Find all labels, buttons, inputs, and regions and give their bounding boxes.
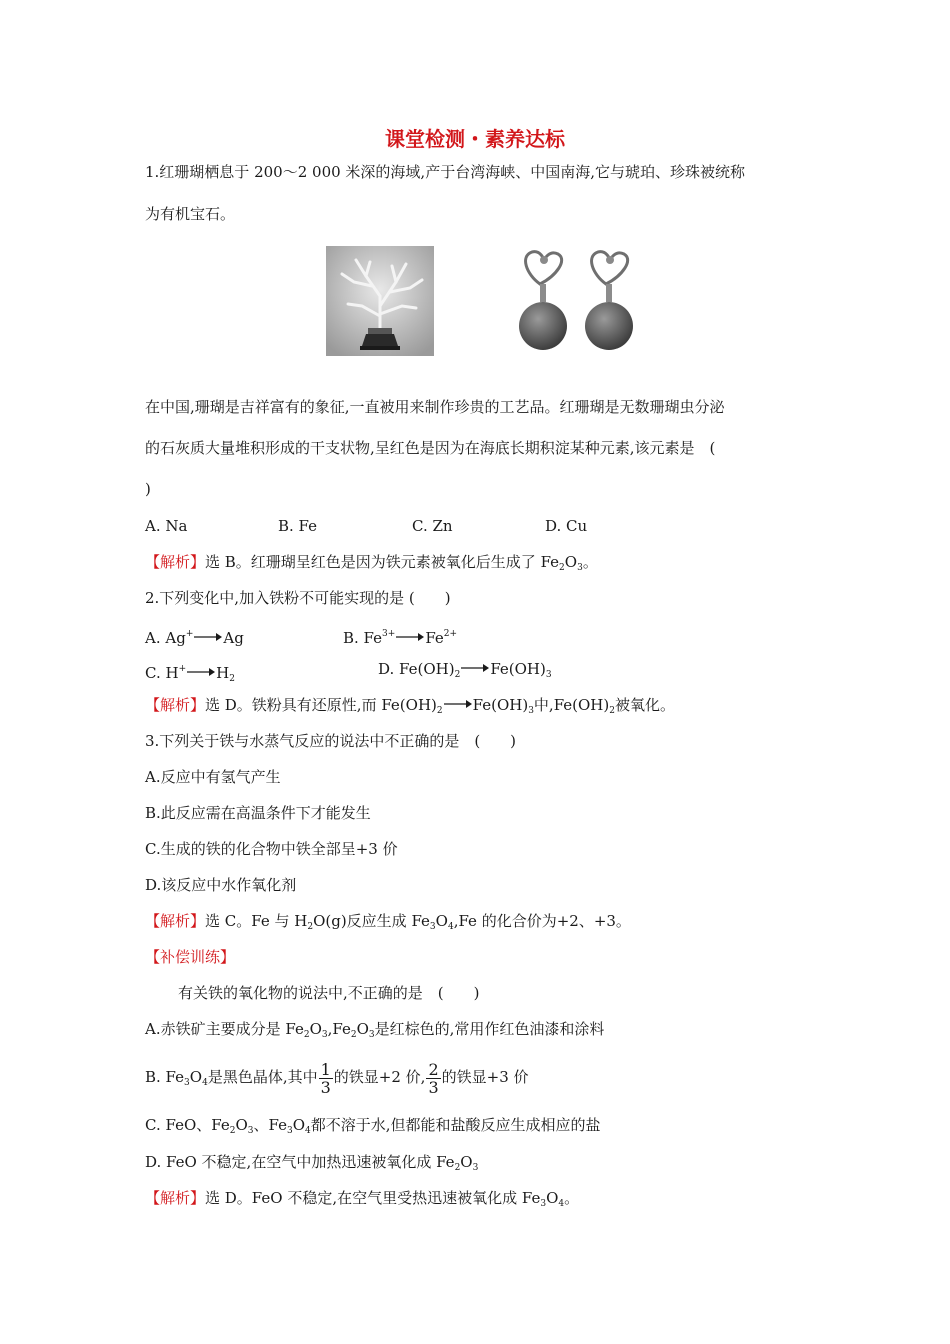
option-product: Ag [223,629,244,647]
superscript: + [178,664,187,674]
q1-option-a: A. Na [145,517,188,535]
option-text: 的铁显+2 价, [333,1068,426,1086]
q3-analysis [145,911,631,937]
bc-option-b [145,1057,529,1103]
analysis-text: 。 [564,1189,580,1207]
analysis-tag: 【解析】 [145,696,206,714]
reaction-arrow-icon [187,667,215,677]
red-coral-image [326,246,434,356]
subscript: 4 [447,922,454,932]
superscript: 2+ [443,629,458,639]
analysis-text: 选 D。FeO 不稳定,在空气里受热迅速被氧化成 Fe [205,1189,541,1207]
option-text: O [309,1020,322,1038]
q1-option-c: C. Zn [412,517,453,535]
q1-option-d: D. Cu [545,517,588,535]
q1-para-line1: 在中国,珊瑚是吉祥富有的象征,一直被用来制作珍贵的工艺品。红珊瑚是无数珊瑚虫分泌 [145,398,725,416]
subscript: 3 [184,1078,190,1088]
q3-option-a: A.反应中有氢气产生 [145,768,281,786]
option-text: O [356,1020,369,1038]
subscript: 3 [429,922,436,932]
analysis-text: 中,Fe(OH) [533,696,610,714]
subscript: 2 [229,1126,236,1136]
option-text: A.赤铁矿主要成分是 Fe [145,1020,304,1038]
bc-option-c [145,1115,601,1141]
reaction-arrow-icon [396,632,424,642]
option-text: D. FeO 不稳定,在空气中加热迅速被氧化成 Fe [145,1153,455,1171]
q2-option-b [343,624,457,648]
option-text: ,Fe [327,1020,351,1038]
q1-analysis [145,552,598,578]
reaction-arrow-icon [444,699,472,709]
option-product: Fe [425,629,444,647]
q3-option-c: C.生成的铁的化合物中铁全部呈+3 价 [145,840,398,858]
subscript: 3 [528,706,534,716]
bc-stem: 有关铁的氧化物的说法中,不正确的是 ( ) [178,984,480,1002]
bc-option-a [145,1019,604,1045]
fraction-denominator: 3 [428,1077,439,1097]
subscript: 3 [472,1163,479,1173]
option-text: 是黑色晶体,其中 [207,1068,318,1086]
formula-part: O [564,553,578,571]
q1-stem-line1: 1.红珊瑚栖息于 200～2 000 米深的海域,产于台湾海峡、中国南海,它与琥珀、珍珠被统称 [145,163,745,181]
q1-stem-line2: 为有机宝石。 [145,205,236,223]
subscript: 2 [307,922,314,932]
analysis-text: O [546,1189,559,1207]
subscript: 2 [559,563,565,573]
bc-analysis [145,1188,579,1214]
subscript: 4 [558,1199,565,1209]
fraction-numerator: 2 [428,1059,439,1079]
q1-option-b: B. Fe [278,517,318,535]
analysis-text: ,Fe 的化合价为+2、+3。 [453,912,631,930]
q2-stem: 2.下列变化中,加入铁粉不可能实现的是 ( ) [145,589,451,607]
analysis-text: O(g)反应生成 Fe [313,912,430,930]
option-text: B. Fe [145,1068,185,1086]
subscript: 2 [303,1030,310,1040]
coral-earrings-image [506,244,646,356]
q3-stem: 3.下列关于铁与水蒸气反应的说法中不正确的是 ( ) [145,732,517,750]
analysis-tag: 【解析】 [145,1189,206,1207]
subscript: 3 [545,670,552,680]
subscript: 2 [436,706,443,716]
fraction-denominator: 3 [320,1077,331,1097]
option-label: C. H [145,664,179,682]
q3-option-b: B.此反应需在高温条件下才能发生 [145,804,371,822]
analysis-text: Fe(OH) [472,696,529,714]
subscript: 2 [229,674,235,684]
fraction-one-third [319,1061,333,1096]
option-text: 是红棕色的,常用作红色油漆和涂料 [374,1020,605,1038]
option-text: C. FeO、Fe [145,1116,230,1134]
subscript: 2 [350,1030,357,1040]
option-text: 的铁显+3 价 [441,1068,529,1086]
q1-para-line3: ) [145,480,151,498]
q2-option-c [145,659,235,689]
option-product: Fe(OH) [490,660,546,678]
subscript: 3 [247,1126,254,1136]
reaction-arrow-icon [461,663,489,673]
analysis-text: 被氧化。 [614,696,675,714]
reaction-arrow-icon [194,632,222,642]
analysis-text: 选 C。Fe 与 H [205,912,308,930]
subscript: 3 [577,563,583,573]
analysis-tag: 【解析】 [145,553,206,571]
option-product: H [216,664,230,682]
superscript: 3+ [382,629,396,639]
option-text: O [460,1153,473,1171]
superscript: + [185,629,194,639]
subscript: 4 [202,1078,208,1088]
subscript: 3 [321,1030,328,1040]
q2-analysis [145,695,675,721]
analysis-tag: 【解析】 [145,912,206,930]
option-label: D. Fe(OH) [378,660,455,678]
option-label: A. Ag [145,629,186,647]
option-label: B. Fe [343,629,383,647]
q3-option-d: D.该反应中水作氧化剂 [145,876,297,894]
compensation-training-tag: 【补偿训练】 [145,948,236,966]
analysis-text: 选 D。铁粉具有还原性,而 Fe(OH) [205,696,437,714]
subscript: 4 [305,1126,311,1136]
bc-option-d [145,1152,478,1178]
option-text: 都不溶于水,但都能和盐酸反应生成相应的盐 [310,1116,601,1134]
subscript: 3 [286,1126,293,1136]
option-text: O [292,1116,306,1134]
subscript: 2 [454,1163,461,1173]
q1-para-line2: 的石灰质大量堆积形成的干支状物,呈红色是因为在海底长期积淀某种元素,该元素是 ( [145,439,716,457]
subscript: 3 [540,1199,547,1209]
fraction-numerator: 1 [320,1059,331,1079]
fraction-two-thirds [426,1061,440,1096]
analysis-text: O [435,912,448,930]
q2-option-a [145,624,244,648]
q1-analysis-text: 选 B。红珊瑚呈红色是因为铁元素被氧化后生成了 Fe [205,553,560,571]
page-title: 课堂检测・素养达标 [385,127,565,151]
option-text: O [189,1068,203,1086]
option-text: 、Fe [253,1116,287,1134]
q2-option-d [378,659,552,685]
option-text: O [235,1116,248,1134]
subscript: 2 [454,670,461,680]
subscript: 2 [609,706,615,716]
subscript: 3 [368,1030,375,1040]
formula-part: 。 [582,553,598,571]
